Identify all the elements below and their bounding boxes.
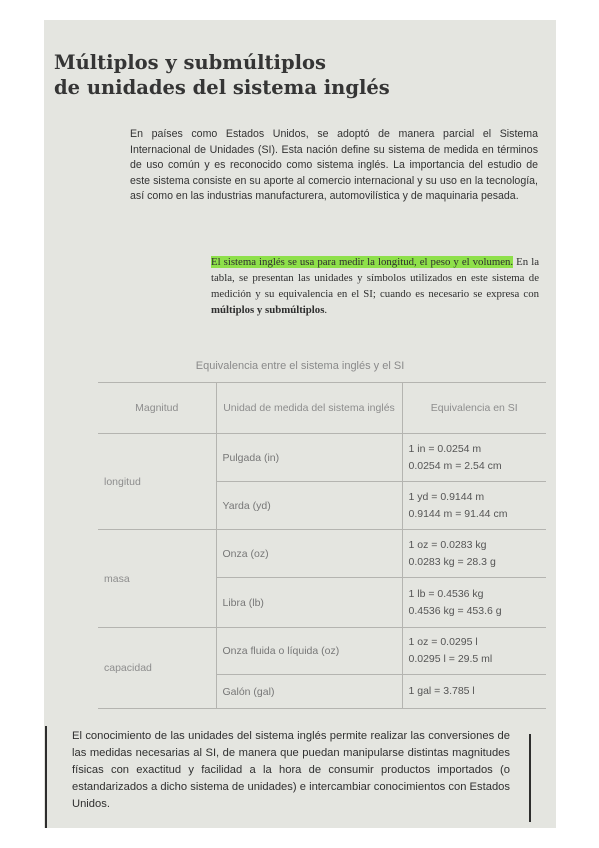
magnitude-longitud: longitud <box>98 434 216 530</box>
equivalence-line: 1 oz = 0.0295 l <box>408 636 478 648</box>
intro-paragraph: En países como Estados Unidos, se adoptó de manera parcial el Sistema Internacional de Unidades (SI). Esta nación define su sistema de medida en términos de uso común y es reconocido como sistema inglés. La importancia del estudio de este sistema consiste en su aporte al comercio internacional y su uso en la tecnología, así como en las industrias manufacturera, automovilística y de maquinaria pesada. <box>130 128 538 203</box>
second-paragraph-bold: múltiplos y submúltiplos <box>211 304 325 316</box>
title-line-1: Múltiplos y submúltiplos <box>54 51 326 74</box>
equivalence-cell <box>402 482 546 530</box>
equivalence-line: 0.0254 m = 2.54 cm <box>408 459 502 472</box>
equivalence-cell <box>402 578 546 628</box>
equivalence-line: 0.9144 m = 91.44 cm <box>408 507 508 520</box>
unit-cell: Libra (lb) <box>216 578 402 628</box>
second-paragraph-text-a: En la tabla, se presentan las unidades y símbolos utilizados en este sistema de medición y su equivalencia en el SI; cuando es necesario se expresa con <box>211 256 539 300</box>
right-margin-rule <box>529 734 531 822</box>
equivalence-line: 0.4536 kg = 453.6 g <box>408 604 502 617</box>
unit-cell: Yarda (yd) <box>216 482 402 530</box>
table-header-row <box>98 383 546 434</box>
equivalence-cell <box>402 530 546 578</box>
header-magnitud: Magnitud <box>98 383 216 434</box>
equivalence-line: 1 gal = 3.785 l <box>408 685 475 697</box>
equivalence-line: 0.0295 l = 29.5 ml <box>408 653 493 665</box>
equivalence-cell <box>402 434 546 482</box>
equivalence-line: 1 oz = 0.0283 kg <box>408 538 487 551</box>
table-row <box>98 530 546 578</box>
unit-cell: Galón (gal) <box>216 675 402 709</box>
unit-cell: Onza (oz) <box>216 530 402 578</box>
unit-cell: Onza fluida o líquida (oz) <box>216 628 402 675</box>
equivalence-table <box>98 382 546 709</box>
page-title <box>54 50 390 100</box>
equivalence-line: 1 yd = 0.9144 m <box>408 490 485 503</box>
table-row <box>98 434 546 482</box>
left-margin-rule <box>45 726 47 828</box>
second-paragraph-text-b: . <box>324 304 328 316</box>
header-equivalencia: Equivalencia en SI <box>402 383 546 434</box>
equivalence-cell <box>402 628 546 675</box>
header-unidad: Unidad de medida del sistema inglés <box>216 383 402 434</box>
table-caption: Equivalencia entre el sistema inglés y el SI <box>195 360 405 372</box>
equivalence-line: 0.0283 kg = 28.3 g <box>408 555 496 568</box>
unit-cell: Pulgada (in) <box>216 434 402 482</box>
equivalence-line: 1 in = 0.0254 m <box>408 442 482 455</box>
conclusion-paragraph: El conocimiento de las unidades del sistema inglés permite realizar las conversiones de las medidas necesarias al SI, de manera que puedan manipularse distintas magnitudes físicas con exactitud y facilidad a la hora de consumir productos importados (o estandarizados a dicho sistema de unidades) e intercambiar conocimientos con Estados Unidos. <box>72 730 510 810</box>
magnitude-masa: masa <box>98 530 216 628</box>
equivalence-cell <box>402 675 546 709</box>
title-line-2: de unidades del sistema inglés <box>54 76 390 99</box>
table-row <box>98 628 546 675</box>
equivalence-line: 1 lb = 0.4536 kg <box>408 587 484 600</box>
magnitude-capacidad: capacidad <box>98 628 216 709</box>
book-page <box>44 20 556 828</box>
second-paragraph <box>211 254 539 318</box>
highlighted-sentence: El sistema inglés se usa para medir la longitud, el peso y el volumen. <box>211 256 514 268</box>
